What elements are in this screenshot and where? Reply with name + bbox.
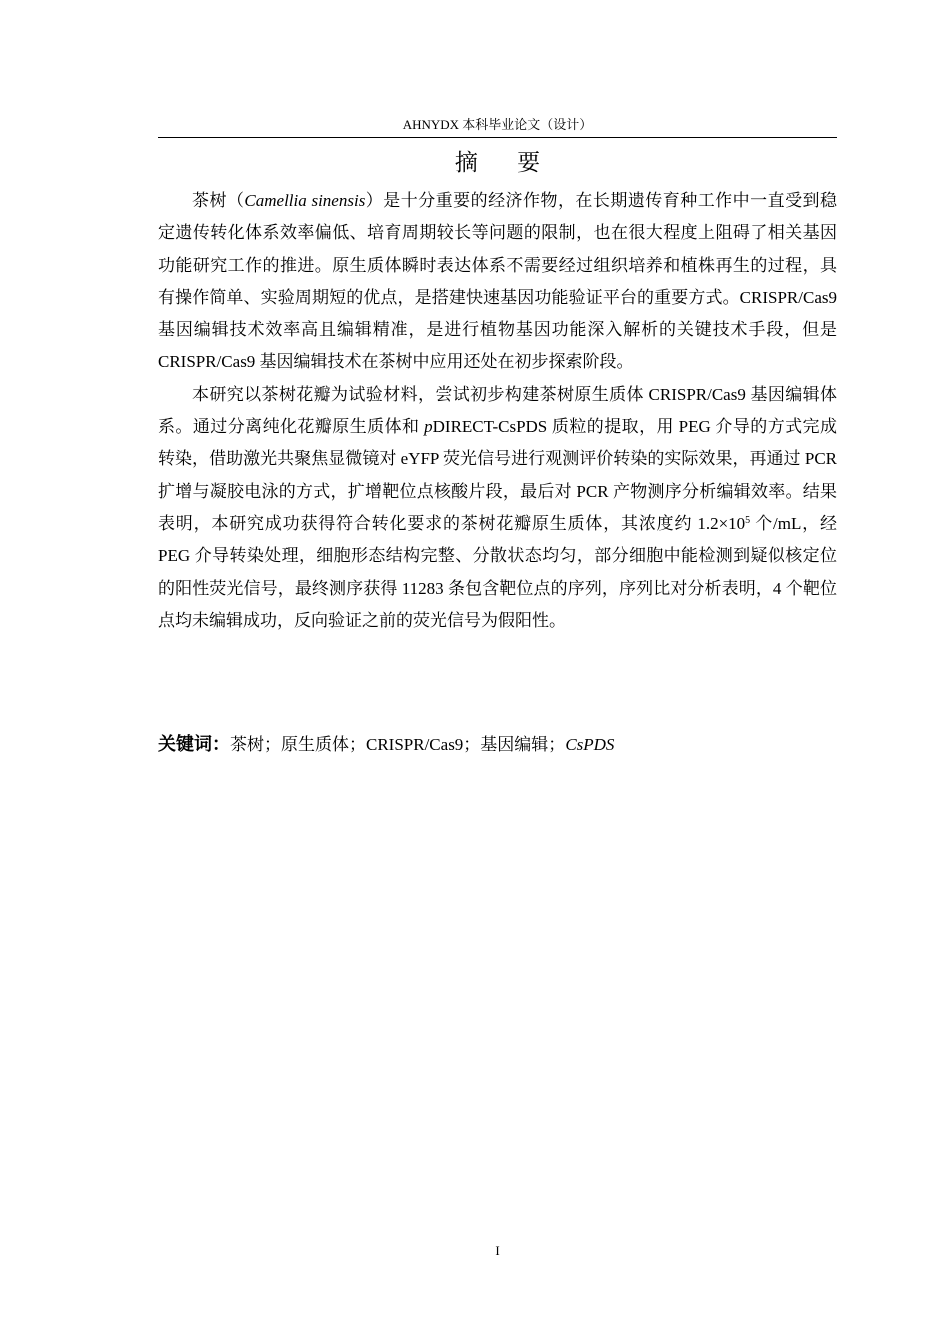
p1-text-a: 茶树（ (192, 191, 245, 210)
running-header: AHNYDX 本科毕业论文（设计） (402, 117, 593, 132)
p2-exponent: 5 (745, 514, 751, 526)
p2-text-b: DIRECT-CsPDS 质粒的提取，用 PEG 介导的方式完成转染，借助激光共聚焦显微镜对 eYFP 荧光信号进行观测评价转染的实际效果，再通过 PCR 扩增与凝胶电泳的方式，扩增靶位点核酸片段，最后对 PCR 产物测序分析编辑效率。结果表明，本研究成功获得符合转化要求的茶树花瓣原生质体，其浓度约 1.2×10 (158, 417, 837, 533)
keywords-label: 关键词： (158, 734, 230, 755)
p1-text-b: ）是十分重要的经济作物，在长期遗传育种工作中一直受到稳定遗传转化体系效率偏低、培育周期较长等问题的限制，也在很大程度上阻碍了相关基因功能研究工作的推进。原生质体瞬时表达体系不需要经过组织培养和植株再生的过程，具有操作简单、实验周期短的优点，是搭建快速基因功能验证平台的重要方式。CRISPR/Cas9 基因编辑技术效率高且编辑精准，是进行植物基因功能深入解析的关键技术手段，但是 CRISPR/Cas9 基因编辑技术在茶树中应用还处在初步探索阶段。 (158, 191, 838, 372)
keywords-gene: CsPDS (565, 735, 615, 754)
header-divider (158, 137, 837, 138)
p2-plasmid-prefix: p (424, 417, 433, 437)
keywords-line (158, 729, 837, 761)
abstract-title: 摘 要 (454, 150, 557, 176)
abstract-paragraph-2 (158, 379, 837, 637)
p2-text-a: 本研究以茶树花瓣为试验材料，尝试初步构建茶树原生质体 CRISPR/Cas9 基因编辑体系。通过分离纯化花瓣原生质体和 (158, 384, 837, 437)
keywords-list: 茶树；原生质体；CRISPR/Cas9；基因编辑； (230, 735, 566, 754)
p2-text-c: 个/mL，经 PEG 介导转染处理，细胞形态结构完整、分散状态均匀，部分细胞中能检测到疑似核定位的阳性荧光信号，最终测序获得 11283 条包含靶位点的序列，序列比对分析表明，4 个靶位点均未编辑成功，反向验证之前的荧光信号为假阳性。 (158, 513, 837, 630)
page-number: I (495, 1243, 500, 1258)
p1-species-name: Camellia sinensis (244, 191, 366, 210)
abstract-paragraph-1 (158, 185, 837, 379)
abstract-body (158, 185, 837, 637)
